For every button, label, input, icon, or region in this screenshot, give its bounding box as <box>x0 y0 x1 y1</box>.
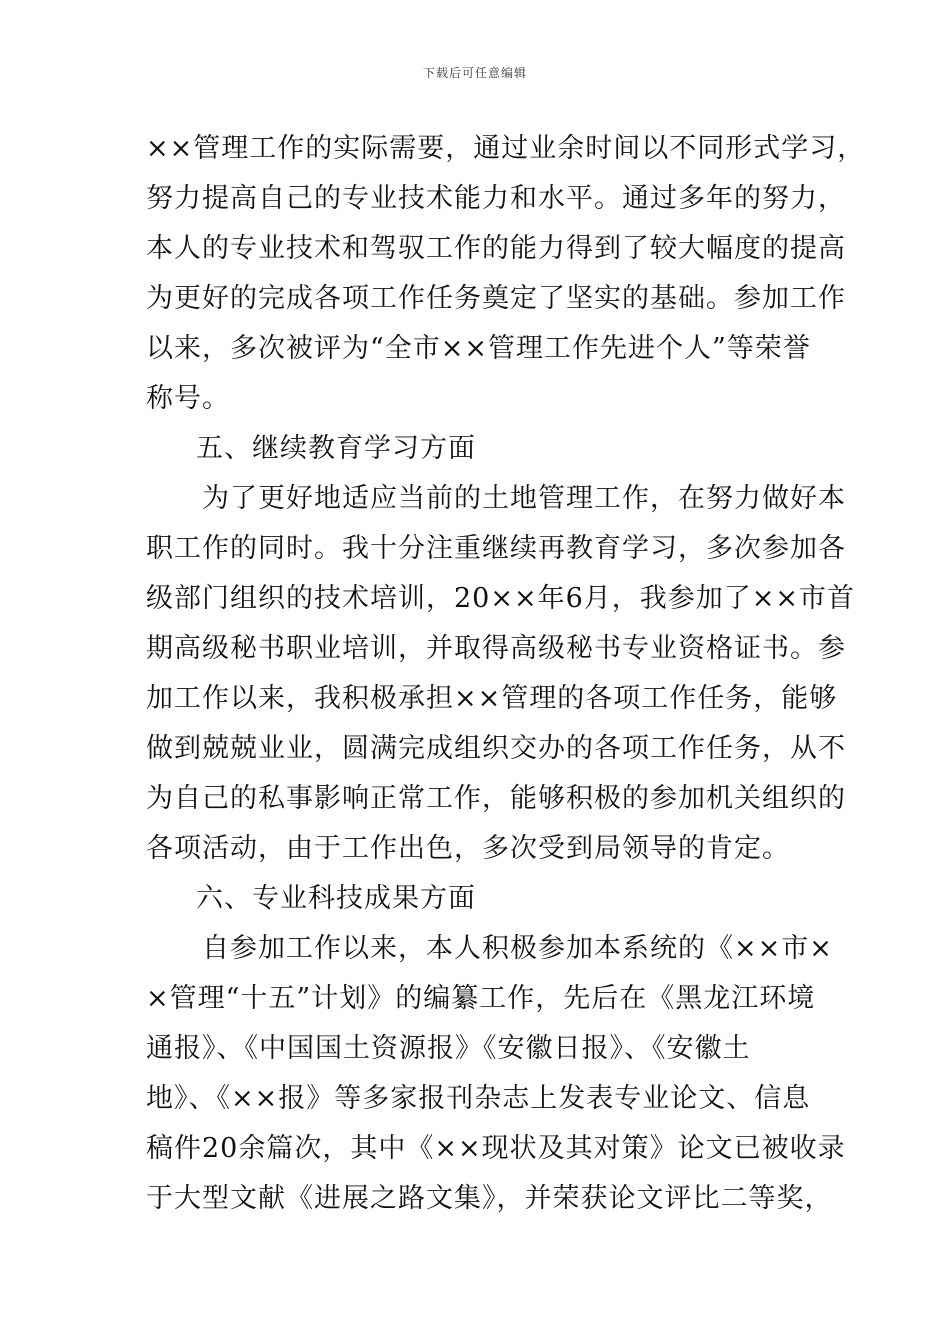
text-line: 各项活动，由于工作出色，多次受到局领导的肯定。 <box>146 833 790 864</box>
text-line: 通报》、《中国国土资源报》《安徽日报》、《安徽土 <box>146 1033 751 1064</box>
section-heading: 五、继续教育学习方面 <box>196 433 476 464</box>
section-heading: 六、专业科技成果方面 <box>196 883 476 914</box>
text-line: 努力提高自己的专业技术能力和水平。通过多年的努力， <box>146 183 846 214</box>
text-line: 级部门组织的技术培训，20××年6月，我参加了××市首 <box>146 583 856 614</box>
text-line: 以来，多次被评为“全市××管理工作先进个人”等荣誉 <box>146 333 811 364</box>
text-line: 地》、《××报》等多家报刊杂志上发表专业论文、信息 <box>146 1083 811 1114</box>
page-header-note: 下载后可任意编辑 <box>422 66 527 80</box>
text-line: 本人的专业技术和驾驭工作的能力得到了较大幅度的提高 <box>146 233 846 264</box>
text-line: 于大型文献《进展之路文集》，并荣获论文评比二等奖， <box>146 1183 833 1214</box>
text-line: 加工作以来，我积极承担××管理的各项工作任务，能够 <box>146 683 838 714</box>
body-text <box>146 124 866 1224</box>
text-line: 自参加工作以来，本人积极参加本系统的《××市× <box>202 933 833 964</box>
text-line: 职工作的同时。我十分注重继续再教育学习，多次参加各 <box>146 533 846 564</box>
text-line: 期高级秘书职业培训，并取得高级秘书专业资格证书。参 <box>146 633 846 664</box>
text-line: 称号。 <box>146 383 230 414</box>
text-line: 为自己的私事影响正常工作，能够积极的参加机关组织的 <box>146 783 846 814</box>
text-line: ×管理“十五”计划》的编纂工作，先后在《黑龙江环境 <box>146 983 816 1014</box>
text-line: 做到兢兢业业，圆满完成组织交办的各项工作任务，从不 <box>146 733 846 764</box>
text-line: 为了更好地适应当前的土地管理工作，在努力做好本 <box>202 483 846 514</box>
text-line: 稿件20余篇次，其中《××现状及其对策》论文已被收录 <box>146 1133 846 1164</box>
text-line: ××管理工作的实际需要，通过业余时间以不同形式学习， <box>146 133 866 164</box>
text-line: 为更好的完成各项工作任务奠定了坚实的基础。参加工作 <box>146 283 846 314</box>
